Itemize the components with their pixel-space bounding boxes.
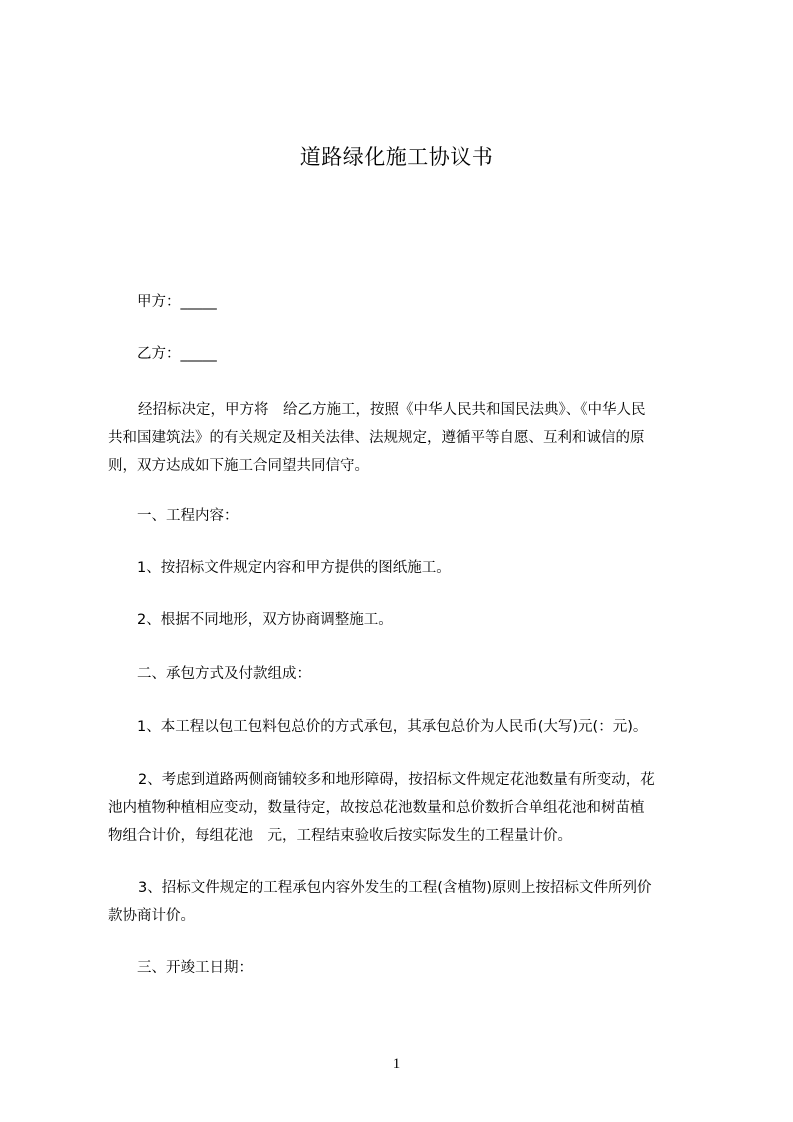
- intro-line-2: 共和国建筑法》的有关规定及相关法律、法规规定，遵循平等自愿、互利和诚信的原: [108, 430, 645, 446]
- intro-line-3: 则，双方达成如下施工合同望共同信守。: [108, 458, 369, 474]
- party-b-line: 乙方：_____: [137, 346, 217, 362]
- section-2-heading: 二、承包方式及付款组成：: [137, 666, 311, 682]
- section-2-item-2-line-2: 池内植物种植相应变动，数量待定，故按总花池数量和总价数折合单组花池和树苗植: [108, 800, 645, 816]
- section-2-item-3: [108, 874, 652, 930]
- section-1-heading: 一、工程内容：: [137, 508, 239, 524]
- section-2-item-2-line-1: 2、考虑到道路两侧商铺较多和地形障碍，按招标文件规定花池数量有所变动，花: [138, 772, 655, 788]
- section-2-item-3-line-1: 3、招标文件规定的工程承包内容外发生的工程(含植物)原则上按招标文件所列价: [138, 880, 652, 896]
- party-a-line: 甲方：_____: [137, 294, 217, 310]
- intro-line-1: 经招标决定，甲方将 给乙方施工，按照《中华人民共和国民法典》、《中华人民: [138, 402, 646, 418]
- section-2-item-1: 1、本工程以包工包料包总价的方式承包，其承包总价为人民币(大写)元(：元)。: [137, 719, 648, 735]
- page-number: 1: [392, 1056, 401, 1072]
- section-2-item-3-line-2: 款协商计价。: [108, 908, 195, 924]
- section-2-item-2: [108, 766, 655, 850]
- section-3-heading: 三、开竣工日期：: [137, 960, 253, 976]
- section-1-item-1: 1、按招标文件规定内容和甲方提供的图纸施工。: [137, 560, 451, 576]
- intro-paragraph: [108, 396, 646, 480]
- document-title: 道路绿化施工协议书: [299, 145, 494, 169]
- section-2-item-2-line-3: 物组合计价，每组花池 元，工程结束验收后按实际发生的工程量计价。: [108, 828, 572, 844]
- section-1-item-2: 2、根据不同地形，双方协商调整施工。: [137, 612, 393, 628]
